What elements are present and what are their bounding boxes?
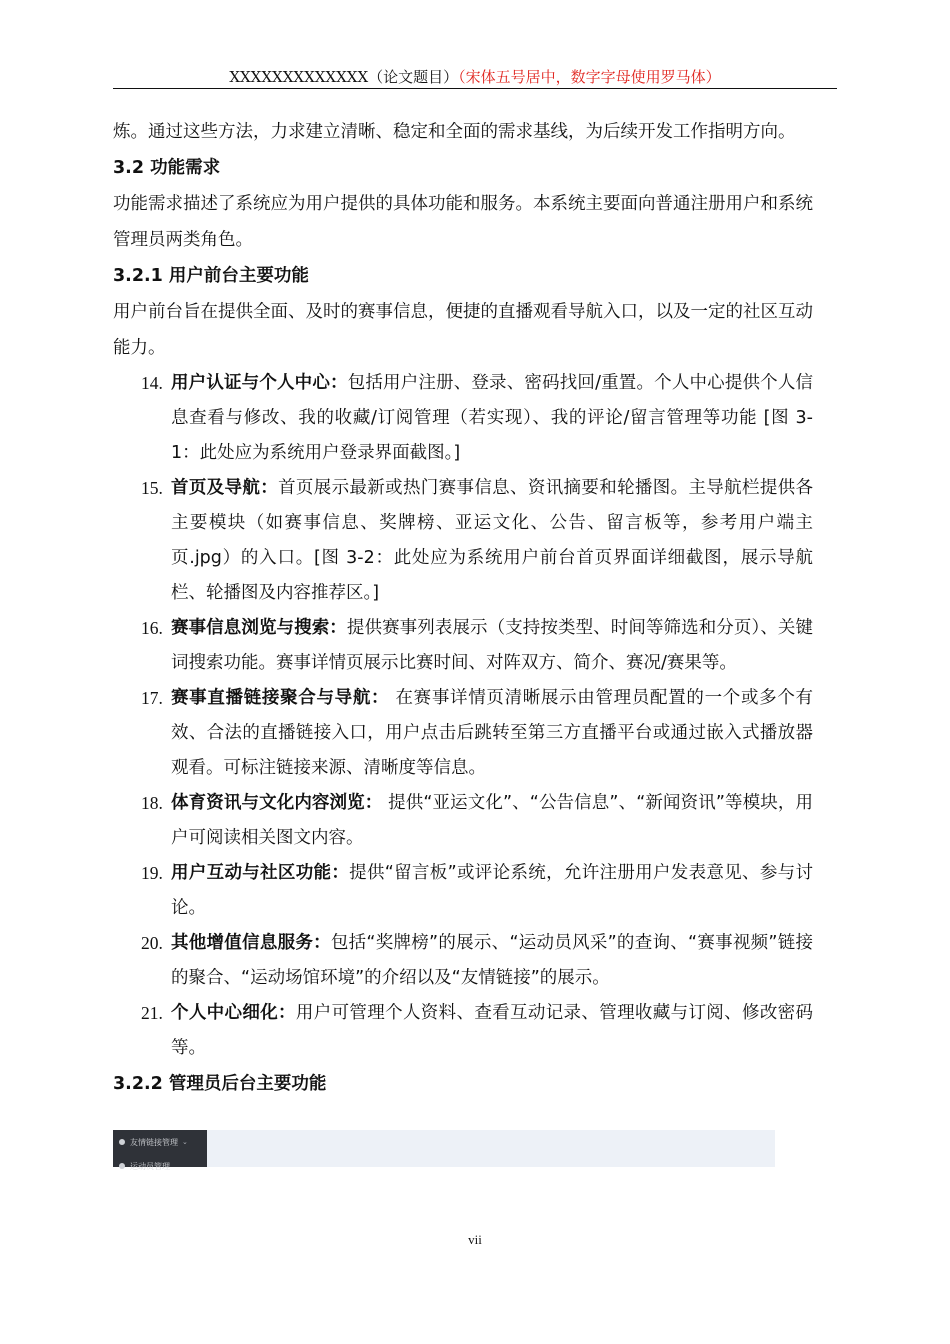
list-number: 18. bbox=[141, 793, 163, 813]
list-item bbox=[113, 611, 813, 681]
list-number: 17. bbox=[141, 688, 163, 708]
list-number: 21. bbox=[141, 1003, 163, 1023]
sidebar-menu-item bbox=[119, 1159, 170, 1173]
list-number: 15. bbox=[141, 478, 163, 498]
header-format-note: （宋体五号居中，数字字母使用罗马体） bbox=[458, 68, 721, 86]
chevron-down-icon: ⌄ bbox=[182, 1138, 188, 1146]
sidebar-menu-item bbox=[119, 1135, 188, 1149]
paragraph-3-2-1: 用户前台旨在提供全面、及时的赛事信息，便捷的直播观看导航入口，以及一定的社区互动能力。 bbox=[113, 302, 813, 358]
paragraph-continuation: 炼。通过这些方法，力求建立清晰、稳定和全面的需求基线，为后续开发工作指明方向。 bbox=[113, 122, 796, 142]
item-term: 体育资讯与文化内容浏览： bbox=[171, 793, 383, 813]
paragraph-3-2: 功能需求描述了系统应为用户提供的具体功能和服务。本系统主要面向普通注册用户和系统管理员两类角色。 bbox=[113, 194, 813, 250]
admin-sidebar bbox=[113, 1130, 207, 1171]
item-term: 赛事直播链接聚合与导航： bbox=[171, 688, 390, 708]
list-item bbox=[113, 926, 813, 996]
list-number: 20. bbox=[141, 933, 163, 953]
list-number: 19. bbox=[141, 863, 163, 883]
item-text: 用户可管理个人资料、查看互动记录、管理收藏与订阅、修改密码等。 bbox=[171, 1003, 814, 1058]
running-header bbox=[113, 66, 837, 88]
list-number: 14. bbox=[141, 373, 163, 393]
list-item bbox=[113, 856, 813, 926]
item-text: 提供“留言板”或评论系统，允许注册用户发表意见、参与讨论。 bbox=[171, 863, 813, 918]
menu-item-label: 运动员管理 bbox=[130, 1161, 170, 1171]
list-item bbox=[113, 996, 813, 1066]
item-text: 包括用户注册、登录、密码找回/重置。个人中心提供个人信息查看与修改、我的收藏/订阅管理（若实现）、我的评论/留言管理等功能 [图 3-1：此处应为系统用户登录界面截图。] bbox=[171, 373, 813, 463]
body-content bbox=[113, 114, 813, 1102]
item-text: 包括“奖牌榜”的展示、“运动员风采”的查询、“赛事视频”链接的聚合、“运动场馆环境”的介绍以及“友情链接”的展示。 bbox=[171, 933, 813, 988]
list-item bbox=[113, 471, 813, 611]
header-title: XXXXXXXXXXXXX（论文题目） bbox=[229, 68, 459, 86]
admin-screenshot bbox=[113, 1130, 775, 1171]
section-heading-3-2-1: 3.2.1 用户前台主要功能 bbox=[113, 266, 309, 286]
item-term: 用户互动与社区功能： bbox=[171, 863, 350, 883]
menu-bullet-icon bbox=[119, 1163, 125, 1169]
item-text: 首页展示最新或热门赛事信息、资讯摘要和轮播图。主导航栏提供各主要模块（如赛事信息、奖牌榜、亚运文化、公告、留言板等，参考用户端主页.jpg）的入口。[图 3-2：此处应为系统用户前台首页界面详细截图，展示导航栏、轮播图及内容推荐区。] bbox=[171, 478, 814, 603]
item-term: 赛事信息浏览与搜索： bbox=[171, 618, 347, 638]
menu-bullet-icon bbox=[119, 1139, 125, 1145]
menu-item-label: 友情链接管理 bbox=[130, 1137, 178, 1147]
item-term: 个人中心细化： bbox=[171, 1003, 296, 1023]
header-rule bbox=[113, 88, 837, 89]
section-heading-3-2: 3.2 功能需求 bbox=[113, 158, 221, 178]
section-heading-3-2-2: 3.2.2 管理员后台主要功能 bbox=[113, 1074, 327, 1094]
item-term: 首页及导航： bbox=[171, 478, 279, 498]
item-text: 提供“亚运文化”、“公告信息”、“新闻资讯”等模块，用户可阅读相关图文内容。 bbox=[171, 793, 814, 848]
item-term: 用户认证与个人中心： bbox=[171, 373, 348, 393]
list-number: 16. bbox=[141, 618, 163, 638]
list-item bbox=[113, 366, 813, 471]
item-text: 提供赛事列表展示（支持按类型、时间等筛选和分页）、关键词搜索功能。赛事详情页展示比赛时间、对阵双方、简介、赛况/赛果等。 bbox=[171, 618, 814, 673]
page-number: vii bbox=[468, 1232, 482, 1247]
item-term: 其他增值信息服务： bbox=[171, 933, 331, 953]
item-text: 在赛事详情页清晰展示由管理员配置的一个或多个有效、合法的直播链接入口，用户点击后跳转至第三方直播平台或通过嵌入式播放器观看。可标注链接来源、清晰度等信息。 bbox=[171, 688, 814, 778]
list-item bbox=[113, 786, 813, 856]
list-item bbox=[113, 681, 813, 786]
feature-list bbox=[113, 366, 813, 1066]
